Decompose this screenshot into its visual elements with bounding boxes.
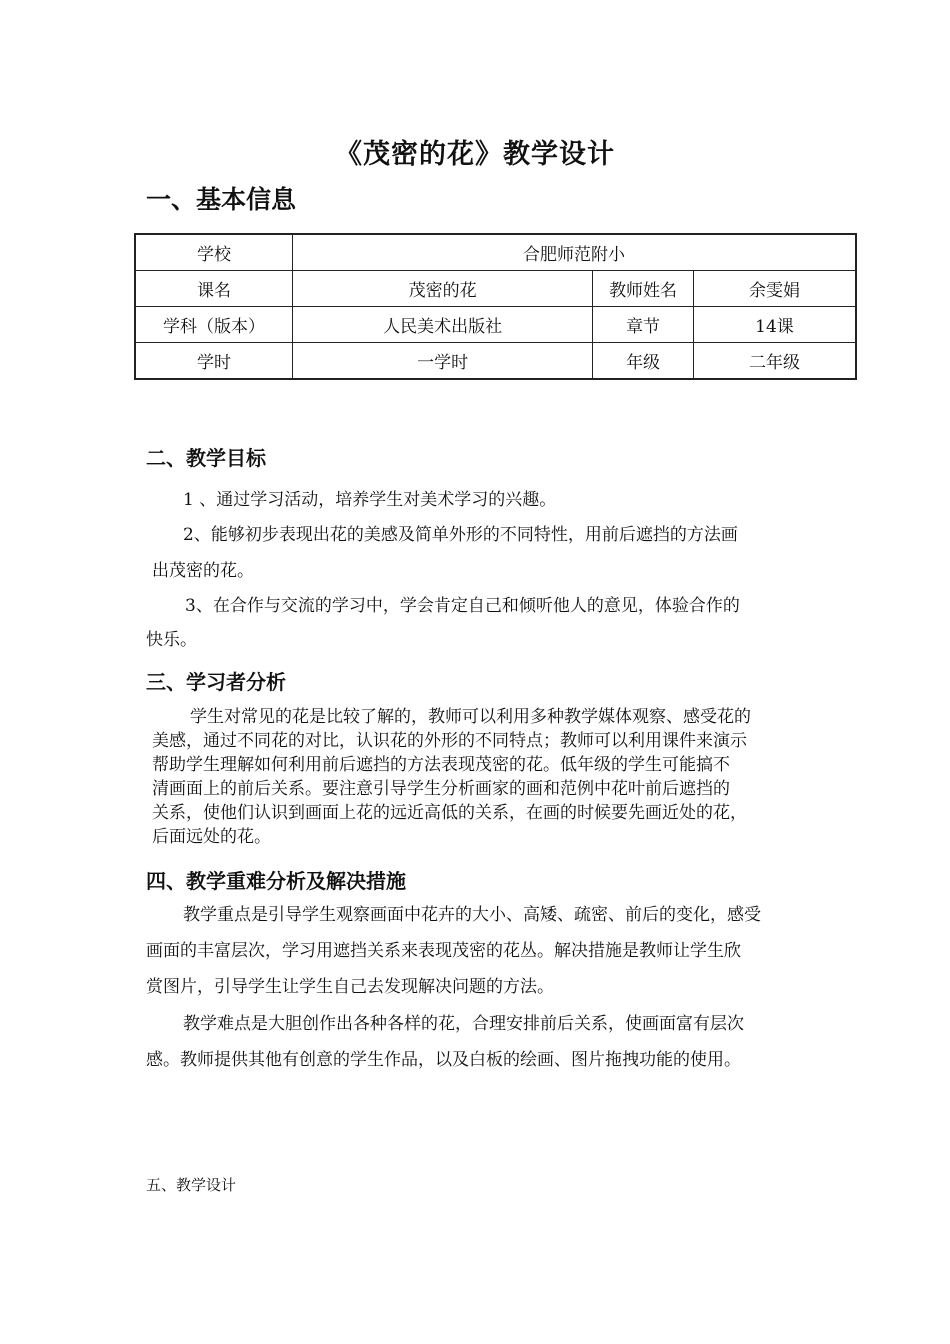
objective-item-3-line-1: 3、在合作与交流的学习中，学会肯定自己和倾听他人的意见，体验合作的 xyxy=(185,596,740,616)
table-cell: 年级 xyxy=(593,343,694,380)
table-cell: 一学时 xyxy=(293,343,593,380)
table-row xyxy=(135,307,856,343)
table-cell: 学科（版本） xyxy=(135,307,293,343)
section-heading-learner-analysis: 三、学习者分析 xyxy=(146,670,286,694)
table-cell: 教师姓名 xyxy=(593,271,694,307)
basic-info-table xyxy=(134,233,857,380)
learner-analysis-line: 帮助学生理解如何利用前后遮挡的方法表现茂密的花。低年级的学生可能搞不 xyxy=(152,755,730,775)
key-points-line: 画面的丰富层次，学习用遮挡关系来表现茂密的花丛。解决措施是教师让学生欣 xyxy=(146,941,741,961)
difficulty-line: 教学难点是大胆创作出各种各样的花，合理安排前后关系，使画面富有层次 xyxy=(183,1014,744,1034)
section-heading-objectives: 二、教学目标 xyxy=(146,446,266,470)
objective-item-1: 1 、通过学习活动，培养学生对美术学习的兴趣。 xyxy=(183,490,557,510)
section-heading-teaching-design: 五、教学设计 xyxy=(146,1176,237,1194)
key-points-line: 教学重点是引导学生观察画面中花卉的大小、高矮、疏密、前后的变化，感受 xyxy=(183,905,761,925)
table-cell: 章节 xyxy=(593,307,694,343)
document-title: 《茂密的花》教学设计 xyxy=(335,139,615,170)
table-cell: 学校 xyxy=(135,234,293,271)
table-cell: 学时 xyxy=(135,343,293,380)
objective-item-3-line-2: 快乐。 xyxy=(146,630,197,650)
table-cell: 余雯娟 xyxy=(693,271,856,307)
table-row xyxy=(135,271,856,307)
table-row xyxy=(135,343,856,380)
section-heading-basic-info: 一、基本信息 xyxy=(146,185,297,214)
objective-item-2-line-2: 出茂密的花。 xyxy=(152,561,254,581)
learner-analysis-line: 美感，通过不同花的对比，认识花的外形的不同特点；教师可以利用课件来演示 xyxy=(152,731,747,751)
key-points-line: 赏图片，引导学生让学生自己去发现解决问题的方法。 xyxy=(146,977,554,997)
table-cell: 合肥师范附小 xyxy=(293,234,856,271)
table-cell: 课名 xyxy=(135,271,293,307)
table-cell: 人民美术出版社 xyxy=(293,307,593,343)
objective-item-2-line-1: 2、能够初步表现出花的美感及简单外形的不同特性，用前后遮挡的方法画 xyxy=(183,525,738,545)
learner-analysis-line: 学生对常见的花是比较了解的，教师可以利用多种教学媒体观察、感受花的 xyxy=(190,707,751,727)
table-row xyxy=(135,234,856,271)
learner-analysis-line: 关系，使他们认识到画面上花的远近高低的关系，在画的时候要先画近处的花， xyxy=(152,803,747,823)
learner-analysis-line: 后面远处的花。 xyxy=(152,827,271,847)
table-cell: 14课 xyxy=(693,307,856,343)
difficulty-line: 感。教师提供其他有创意的学生作品，以及白板的绘画、图片拖拽功能的使用。 xyxy=(146,1050,741,1070)
learner-analysis-line: 清画面上的前后关系。要注意引导学生分析画家的画和范例中花叶前后遮挡的 xyxy=(152,779,730,799)
table-cell: 茂密的花 xyxy=(293,271,593,307)
section-heading-key-difficulties: 四、教学重难分析及解决措施 xyxy=(146,869,406,893)
table-cell: 二年级 xyxy=(693,343,856,380)
